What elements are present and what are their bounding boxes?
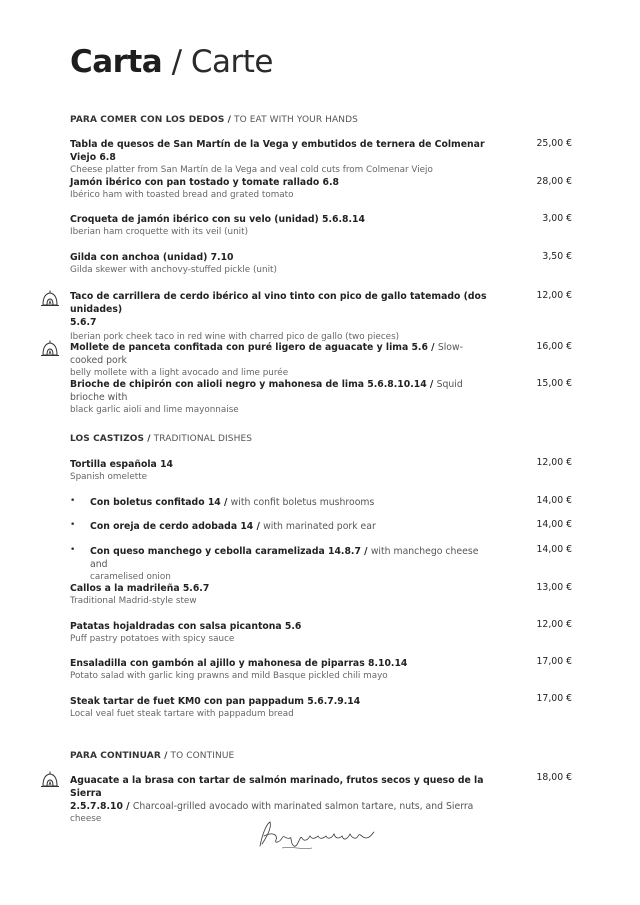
wood-oven-icon — [40, 340, 60, 358]
menu-item — [70, 251, 490, 277]
section-heading-es: PARA CONTINUAR / — [70, 751, 168, 761]
menu-item — [70, 138, 490, 177]
signature-logo — [252, 816, 382, 856]
menu-item — [70, 213, 490, 239]
section-heading-en: TRADITIONAL DISHES — [153, 434, 253, 444]
item-translation: Spanish omelette — [70, 472, 148, 482]
item-price: 15,00 € — [536, 378, 572, 389]
item-translation: Potato salad with garlic king prawns and mild Basque pickled chili mayo — [70, 671, 388, 681]
item-name: Con boletus confitado 14 / — [90, 497, 228, 508]
item-price: 14,00 € — [536, 495, 572, 506]
menu-item — [70, 620, 490, 646]
section-heading-es: LOS CASTIZOS / — [70, 434, 151, 444]
item-allergens: 5.6.7 — [70, 317, 97, 328]
item-translation: with marinated pork ear — [263, 521, 376, 532]
item-translation: Iberian ham croquette with its veil (unit) — [70, 227, 249, 237]
item-name: Jamón ibérico con pan tostado y tomate rallado 6.8 — [70, 177, 339, 188]
item-price: 18,00 € — [536, 772, 572, 783]
item-name: Con queso manchego y cebolla caramelizada 14.8.7 / — [90, 546, 368, 557]
item-name: Aguacate a la brasa con tartar de salmón marinado, frutos secos y queso de la Sierra — [70, 775, 484, 799]
item-name: Gilda con anchoa (unidad) 7.10 — [70, 252, 234, 263]
wood-oven-icon — [40, 290, 60, 308]
menu-item — [70, 657, 490, 683]
item-price: 3,50 € — [542, 251, 572, 262]
section-heading — [70, 434, 252, 444]
section-heading — [70, 751, 234, 761]
item-translation-cont: black garlic aioli and lime mayonnaise — [70, 405, 239, 415]
item-price: 13,00 € — [536, 582, 572, 593]
item-name: Tortilla española 14 — [70, 459, 174, 470]
item-translation-cont: cheese — [70, 814, 102, 824]
item-translation: Slow-cooked pork — [70, 342, 463, 366]
item-name: Ensaladilla con gambón al ajillo y mahonesa de piparras 8.10.14 — [70, 658, 408, 669]
item-translation: Iberian pork cheek taco in red wine with charred pico de gallo (two pieces) — [70, 332, 400, 342]
item-price: 14,00 € — [536, 544, 572, 555]
item-translation: Ibérico ham with toasted bread and grated tomato — [70, 190, 294, 200]
item-price: 25,00 € — [536, 138, 572, 149]
item-price: 3,00 € — [542, 213, 572, 224]
item-translation: Cheese platter from San Martín de la Vega and veal cold cuts from Colmenar Viejo — [70, 165, 433, 175]
section-heading-en: TO CONTINUE — [170, 751, 235, 761]
item-name: Taco de carrillera de cerdo ibérico al vino tinto con pico de gallo tatemado (dos unidades) — [70, 291, 487, 315]
section-heading-en: TO EAT WITH YOUR HANDS — [234, 115, 358, 125]
bullet: • — [70, 496, 76, 506]
bullet: • — [70, 520, 76, 530]
menu-item — [70, 176, 490, 202]
menu-item — [70, 290, 490, 344]
bullet: • — [70, 545, 76, 555]
item-name: Con oreja de cerdo adobada 14 / — [90, 521, 260, 532]
item-price: 12,00 € — [536, 619, 572, 630]
section-heading-es: PARA COMER CON LOS DEDOS / — [70, 115, 232, 125]
item-price: 14,00 € — [536, 519, 572, 530]
item-translation-cont: caramelised onion — [90, 572, 171, 582]
item-price: 28,00 € — [536, 176, 572, 187]
menu-variant — [90, 496, 490, 509]
item-name: Brioche de chipirón con alioli negro y mahonesa de lima 5.6.8.10.14 / — [70, 379, 434, 390]
item-name: Patatas hojaldradas con salsa picantona 5.6 — [70, 621, 302, 632]
item-translation: Puff pastry potatoes with spicy sauce — [70, 634, 235, 644]
item-price: 17,00 € — [536, 693, 572, 704]
item-allergens: 2.5.7.8.10 / — [70, 801, 130, 812]
item-translation: with manchego cheese and — [90, 546, 479, 570]
item-price: 17,00 € — [536, 656, 572, 667]
page-title — [70, 44, 273, 80]
item-name: Callos a la madrileña 5.6.7 — [70, 583, 210, 594]
item-translation: with confit boletus mushrooms — [230, 497, 375, 508]
item-name: Croqueta de jamón ibérico con su velo (unidad) 5.6.8.14 — [70, 214, 365, 225]
wood-oven-icon — [40, 771, 60, 789]
title-es: Carta — [70, 44, 163, 80]
menu-item — [70, 341, 490, 380]
item-translation: Charcoal-grilled avocado with marinated salmon tartare, nuts, and Sierra — [132, 801, 474, 812]
title-fr: Carte — [190, 44, 273, 80]
item-translation: Traditional Madrid-style stew — [70, 596, 197, 606]
item-name: Mollete de panceta confitada con puré ligero de aguacate y lima 5.6 / — [70, 342, 435, 353]
menu-variant — [90, 545, 490, 584]
menu-item — [70, 378, 490, 417]
title-separator: / — [171, 44, 182, 80]
menu-variant — [90, 520, 490, 533]
item-name: Tabla de quesos de San Martín de la Vega y embutidos de ternera de Colmenar Viejo 6.8 — [70, 139, 485, 163]
item-translation-cont: belly mollete with a light avocado and lime purée — [70, 368, 289, 378]
item-price: 12,00 € — [536, 457, 572, 468]
item-translation: Squid brioche with — [70, 379, 463, 403]
item-name: Steak tartar de fuet KM0 con pan pappadum 5.6.7.9.14 — [70, 696, 361, 707]
item-translation: Local veal fuet steak tartare with pappadum bread — [70, 709, 294, 719]
item-translation: Gilda skewer with anchovy-stuffed pickle (unit) — [70, 265, 277, 275]
item-price: 12,00 € — [536, 290, 572, 301]
item-price: 16,00 € — [536, 341, 572, 352]
menu-item — [70, 582, 490, 608]
menu-item — [70, 458, 490, 484]
menu-item — [70, 695, 490, 721]
section-heading — [70, 115, 358, 125]
